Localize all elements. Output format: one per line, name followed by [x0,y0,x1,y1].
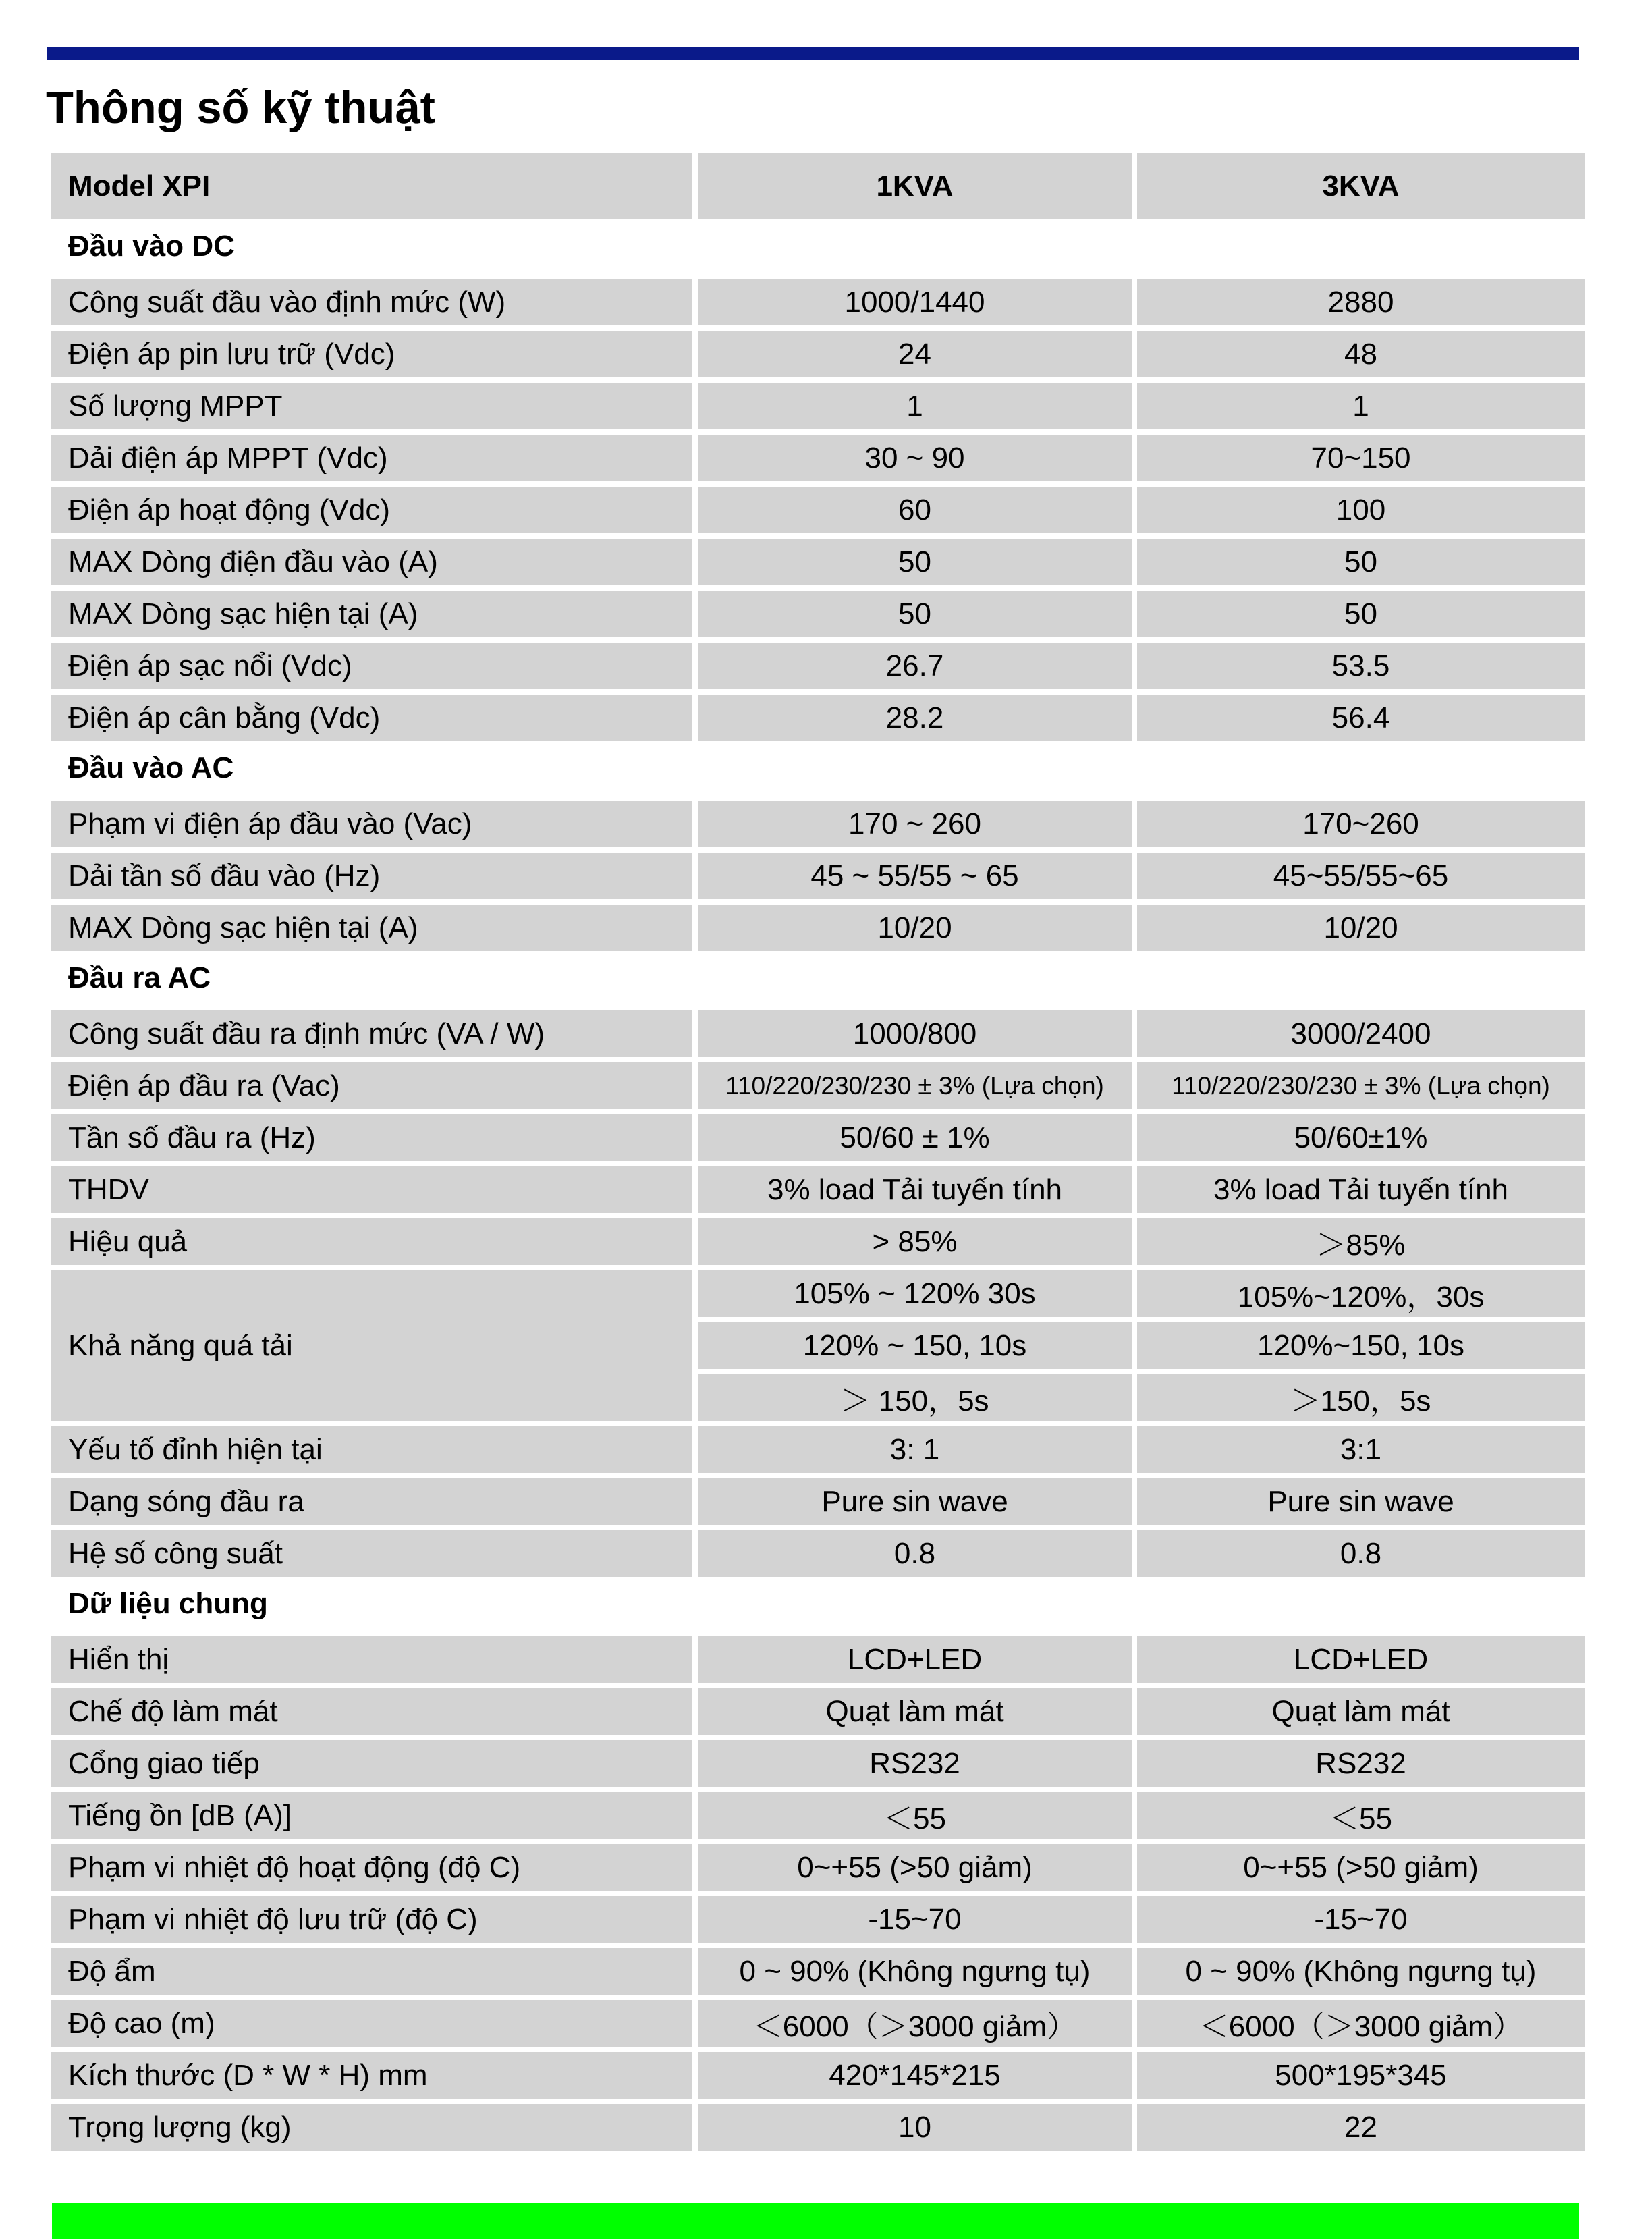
row-separator [51,585,1585,591]
spec-value-1kva: 170 ~ 260 [698,801,1132,847]
column-gap [1132,2104,1137,2151]
row-separator [51,795,1585,801]
spec-label: Công suất đầu vào định mức (W) [51,279,692,325]
spec-value-1kva: 30 ~ 90 [698,435,1132,481]
section-heading: Đầu vào DC [51,219,1585,273]
row-separator [51,2099,1585,2104]
spec-value-1kva: 50 [698,591,1132,637]
column-gap [692,1896,698,1943]
spec-table [51,153,1579,2151]
column-gap [692,905,698,951]
column-gap [692,1426,698,1473]
spec-value-1kva: LCD+LED [698,1636,1132,1683]
row-separator [51,1839,1585,1844]
row-separator [51,1473,1585,1478]
section-heading: Đầu ra AC [51,951,1585,1005]
overload-label: Khả năng quá tải [51,1270,692,1421]
column-gap [1132,1166,1137,1213]
column-gap [692,1166,698,1213]
spec-value-1kva: 3: 1 [698,1426,1132,1473]
spec-value-3kva: 45~55/55~65 [1137,853,1585,899]
spec-label: MAX Dòng điện đầu vào (A) [51,539,692,585]
column-gap [1132,2052,1137,2099]
column-gap [692,695,698,741]
column-gap [692,539,698,585]
bottom-green-bar [52,2203,1579,2239]
overload-value-1kva: ＞ 150，5s [698,1374,1132,1421]
row-separator [51,1735,1585,1740]
column-gap [692,2052,698,2099]
spec-value-1kva: > 85% [698,1218,1132,1265]
section-heading: Dữ liệu chung [51,1577,1585,1631]
spec-label: Chế độ làm mát [51,1688,692,1735]
column-gap [1132,2000,1137,2047]
spec-label: Phạm vi nhiệt độ lưu trữ (độ C) [51,1896,692,1943]
header-model-label: Model XPI [51,153,692,219]
spec-label: Hiệu quả [51,1218,692,1265]
column-gap [1132,591,1137,637]
row-separator [51,1943,1585,1948]
column-gap [1132,1374,1137,1421]
spec-value-3kva: ＜55 [1137,1792,1585,1839]
spec-value-1kva: 110/220/230/230 ± 3% (Lựa chọn) [698,1062,1132,1109]
column-gap [692,1218,698,1265]
row-separator [51,1109,1585,1114]
row-separator [51,1057,1585,1062]
column-gap [1132,153,1137,219]
spec-value-3kva: 50/60±1% [1137,1114,1585,1161]
column-gap [692,1478,698,1525]
spec-value-1kva: 0.8 [698,1530,1132,1577]
spec-label: Hệ số công suất [51,1530,692,1577]
column-gap [692,1270,698,1421]
column-gap [692,1740,698,1787]
spec-value-3kva: 0.8 [1137,1530,1585,1577]
column-gap [1132,1688,1137,1735]
spec-value-1kva: 50 [698,539,1132,585]
column-gap [1132,487,1137,533]
overload-value-1kva: 120% ~ 150, 10s [698,1322,1132,1369]
column-gap [692,1636,698,1683]
row-separator [51,637,1585,643]
spec-value-3kva: 0 ~ 90% (Không ngưng tụ) [1137,1948,1585,1995]
spec-value-3kva: 53.5 [1137,643,1585,689]
spec-value-3kva: 500*195*345 [1137,2052,1585,2099]
column-gap [1132,383,1137,429]
column-gap [692,279,698,325]
column-gap [1132,1218,1137,1265]
spec-value-1kva: 0~+55 (>50 giảm) [698,1844,1132,1891]
spec-value-1kva: ＜55 [698,1792,1132,1839]
row-separator [51,1631,1585,1636]
column-gap [1132,1792,1137,1839]
column-gap [1132,1010,1137,1057]
row-separator [51,325,1585,331]
column-gap [692,487,698,533]
row-separator [51,429,1585,435]
spec-label: Phạm vi điện áp đầu vào (Vac) [51,801,692,847]
row-separator [51,689,1585,695]
column-gap [1132,1114,1137,1161]
column-gap [1132,905,1137,951]
column-gap [1132,1896,1137,1943]
spec-value-3kva: 22 [1137,2104,1585,2151]
column-gap [1132,1062,1137,1109]
spec-label: Tần số đầu ra (Hz) [51,1114,692,1161]
column-gap [692,853,698,899]
column-gap [692,2104,698,2151]
spec-value-3kva: 1 [1137,383,1585,429]
spec-label: Tiếng ồn [dB (A)] [51,1792,692,1839]
column-gap [1132,539,1137,585]
spec-value-3kva: -15~70 [1137,1896,1585,1943]
spec-value-1kva: 26.7 [698,643,1132,689]
spec-value-3kva: 3% load Tải tuyến tính [1137,1166,1585,1213]
row-separator [51,1525,1585,1530]
column-gap [692,801,698,847]
row-separator [698,1369,1585,1374]
column-gap [692,1792,698,1839]
column-gap [1132,279,1137,325]
column-gap [692,1114,698,1161]
column-gap [1132,1426,1137,1473]
row-separator [51,377,1585,383]
spec-label: THDV [51,1166,692,1213]
spec-value-3kva: ＜6000（＞3000 giảm） [1137,2000,1585,2047]
spec-label: Dải điện áp MPPT (Vdc) [51,435,692,481]
spec-value-1kva: 45 ~ 55/55 ~ 65 [698,853,1132,899]
spec-value-1kva: 1000/800 [698,1010,1132,1057]
spec-label: MAX Dòng sạc hiện tại (A) [51,591,692,637]
column-gap [692,1530,698,1577]
spec-value-1kva: 10 [698,2104,1132,2151]
spec-label: Yếu tố đỉnh hiện tại [51,1426,692,1473]
spec-value-1kva: 1 [698,383,1132,429]
spec-label: Kích thước (D * W * H) mm [51,2052,692,2099]
row-separator [51,1421,1585,1426]
column-gap [692,435,698,481]
spec-value-3kva: 56.4 [1137,695,1585,741]
column-gap [1132,1322,1137,1369]
column-gap [1132,695,1137,741]
spec-value-1kva: 3% load Tải tuyến tính [698,1166,1132,1213]
column-gap [692,1010,698,1057]
spec-label: Cổng giao tiếp [51,1740,692,1787]
top-divider-bar [47,47,1579,60]
spec-label: Dạng sóng đầu ra [51,1478,692,1525]
spec-value-1kva: RS232 [698,1740,1132,1787]
spec-value-3kva: Quạt làm mát [1137,1688,1585,1735]
spec-value-3kva: ＞85% [1137,1218,1585,1265]
column-gap [1132,1844,1137,1891]
column-gap [1132,801,1137,847]
spec-label: Độ cao (m) [51,2000,692,2047]
spec-value-1kva: 24 [698,331,1132,377]
spec-label: Độ ẩm [51,1948,692,1995]
spec-value-3kva: LCD+LED [1137,1636,1585,1683]
spec-label: Điện áp cân bằng (Vdc) [51,695,692,741]
spec-value-1kva: 60 [698,487,1132,533]
spec-value-1kva: 10/20 [698,905,1132,951]
row-separator [51,1683,1585,1688]
spec-value-3kva: Pure sin wave [1137,1478,1585,1525]
row-separator [51,1161,1585,1166]
spec-value-3kva: 3:1 [1137,1426,1585,1473]
section-heading: Đầu vào AC [51,741,1585,795]
spec-label: Hiển thị [51,1636,692,1683]
spec-label: Dải tần số đầu vào (Hz) [51,853,692,899]
spec-label: Điện áp hoạt động (Vdc) [51,487,692,533]
spec-value-3kva: 48 [1137,331,1585,377]
header-col-3kva: 3KVA [1137,153,1585,219]
spec-label: Phạm vi nhiệt độ hoạt động (độ C) [51,1844,692,1891]
spec-label: Điện áp sạc nổi (Vdc) [51,643,692,689]
spec-value-3kva: 100 [1137,487,1585,533]
column-gap [692,1948,698,1995]
column-gap [1132,1636,1137,1683]
column-gap [692,1844,698,1891]
overload-value-1kva: 105% ~ 120% 30s [698,1270,1132,1317]
row-separator [51,1995,1585,2000]
column-gap [1132,643,1137,689]
spec-label: Điện áp đầu ra (Vac) [51,1062,692,1109]
spec-value-3kva: 2880 [1137,279,1585,325]
spec-value-3kva: 170~260 [1137,801,1585,847]
row-separator [51,2047,1585,2052]
column-gap [1132,1270,1137,1317]
row-separator [698,1317,1585,1322]
row-separator [51,533,1585,539]
spec-value-3kva: 3000/2400 [1137,1010,1585,1057]
spec-value-1kva: 28.2 [698,695,1132,741]
spec-value-3kva: 50 [1137,591,1585,637]
column-gap [692,643,698,689]
spec-value-1kva: 50/60 ± 1% [698,1114,1132,1161]
page-title: Thông số kỹ thuật [46,82,435,133]
overload-value-3kva: ＞150，5s [1137,1374,1585,1421]
spec-value-1kva: 420*145*215 [698,2052,1132,2099]
column-gap [692,331,698,377]
row-separator [51,1265,1585,1270]
column-gap [692,1688,698,1735]
spec-label: Điện áp pin lưu trữ (Vdc) [51,331,692,377]
row-separator [51,481,1585,487]
column-gap [1132,1740,1137,1787]
spec-value-3kva: 70~150 [1137,435,1585,481]
spec-value-1kva: Pure sin wave [698,1478,1132,1525]
row-separator [51,1005,1585,1010]
spec-value-1kva: Quạt làm mát [698,1688,1132,1735]
row-separator [51,1213,1585,1218]
column-gap [692,2000,698,2047]
column-gap [1132,1530,1137,1577]
spec-value-1kva: 1000/1440 [698,279,1132,325]
spec-label: Trọng lượng (kg) [51,2104,692,2151]
overload-value-3kva: 120%~150, 10s [1137,1322,1585,1369]
spec-value-3kva: 50 [1137,539,1585,585]
spec-value-1kva: -15~70 [698,1896,1132,1943]
spec-value-3kva: 10/20 [1137,905,1585,951]
column-gap [692,383,698,429]
column-gap [1132,1948,1137,1995]
spec-value-3kva: RS232 [1137,1740,1585,1787]
overload-value-3kva: 105%~120%，30s [1137,1270,1585,1317]
column-gap [1132,331,1137,377]
column-gap [692,153,698,219]
column-gap [692,591,698,637]
row-separator [51,847,1585,853]
header-col-1kva: 1KVA [698,153,1132,219]
row-separator [51,899,1585,905]
column-gap [1132,435,1137,481]
column-gap [1132,1478,1137,1525]
spec-value-1kva: 0 ~ 90% (Không ngưng tụ) [698,1948,1132,1995]
spec-value-1kva: ＜6000（＞3000 giảm） [698,2000,1132,2047]
column-gap [692,1062,698,1109]
spec-value-3kva: 110/220/230/230 ± 3% (Lựa chọn) [1137,1062,1585,1109]
row-separator [51,1787,1585,1792]
row-separator [51,273,1585,279]
spec-label: Số lượng MPPT [51,383,692,429]
spec-value-3kva: 0~+55 (>50 giảm) [1137,1844,1585,1891]
row-separator [51,1891,1585,1896]
column-gap [1132,853,1137,899]
spec-label: MAX Dòng sạc hiện tại (A) [51,905,692,951]
spec-label: Công suất đầu ra định mức (VA / W) [51,1010,692,1057]
